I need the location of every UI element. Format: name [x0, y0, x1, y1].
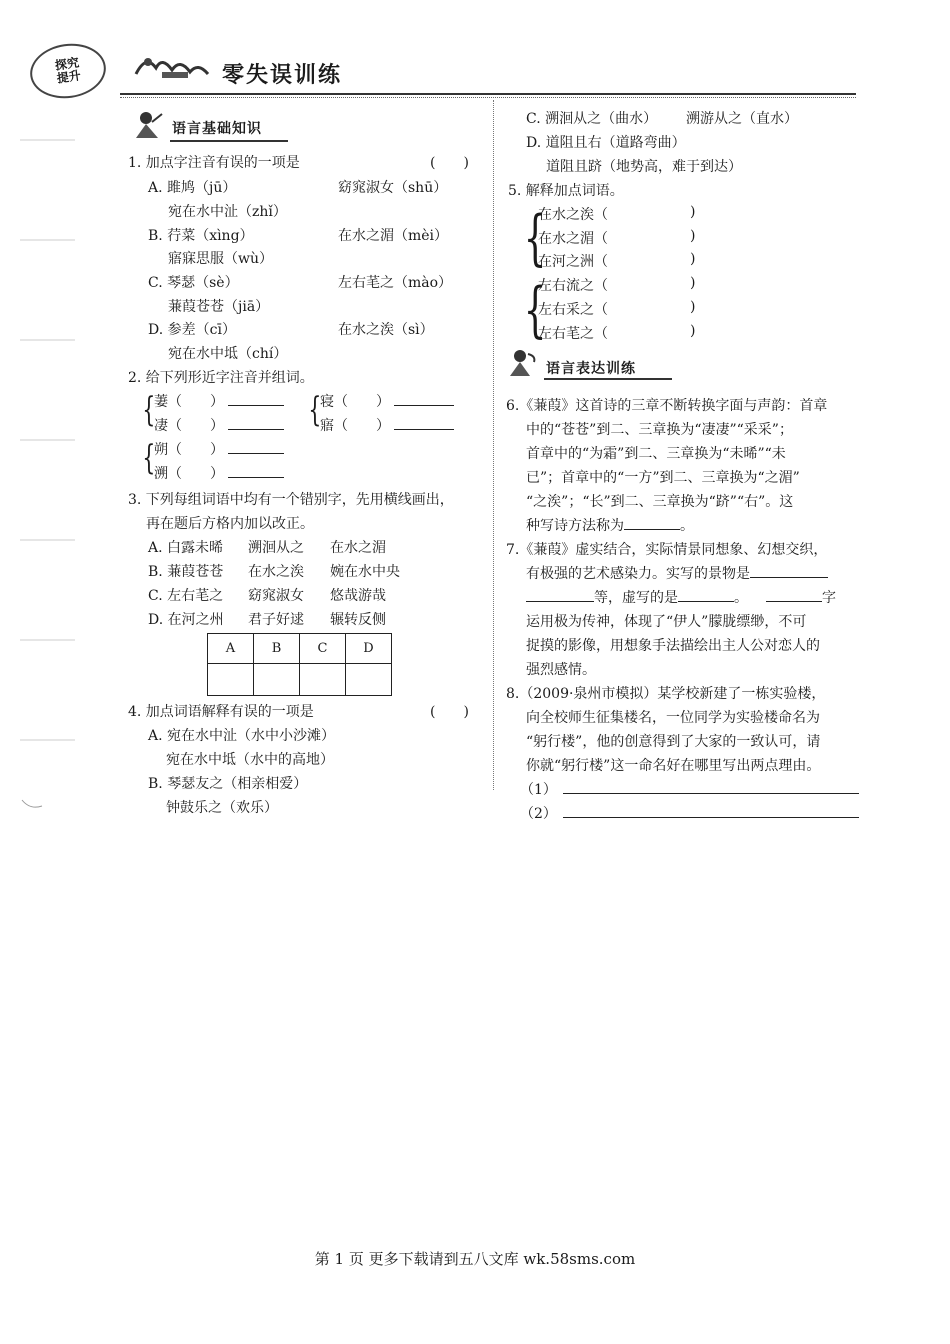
q2-row1-right: 寝（ ）	[320, 391, 454, 411]
grid-answer-cell[interactable]	[300, 664, 346, 696]
q3-stem-line1: 3. 下列每组词语中均有一个错别字，先用横线画出，	[128, 492, 454, 508]
q5-item: 在水之涘（	[538, 207, 608, 223]
margin-decoration	[20, 110, 90, 810]
q5-close: )	[690, 204, 696, 220]
brace: {	[523, 203, 547, 273]
q8-line1: 8.（2009·泉州市模拟）某学校新建了一栋实验楼，	[506, 686, 826, 702]
q1-option-d1: D. 参差（cī）	[148, 322, 236, 338]
answer-line[interactable]	[563, 805, 859, 818]
q4-option-d2: 道阻且跻（地势高，难于到达）	[546, 159, 742, 175]
q4-option-a2: 宛在水中坻（水中的高地）	[166, 752, 334, 768]
q4-option-a1: A. 宛在水中沚（水中小沙滩）	[148, 728, 336, 744]
q3-option-d-1: D. 在河之州	[148, 612, 224, 628]
q2-row2-right: 寤（ ）	[320, 415, 454, 435]
q1-option-c3: 蒹葭苍苍（jiā）	[168, 299, 270, 315]
q3-option-a-3: 在水之湄	[330, 540, 386, 556]
brace: {	[308, 390, 322, 430]
q8-line2: 向全校师生征集楼名，一位同学为实验楼命名为	[526, 710, 820, 726]
section-underline	[170, 140, 288, 142]
answer-blank[interactable]	[526, 589, 594, 602]
answer-blank[interactable]	[394, 417, 454, 430]
q4-stem: 4. 加点词语解释有误的一项是	[128, 704, 314, 720]
q5-item: 在河之洲（	[538, 254, 608, 270]
brace: {	[142, 438, 156, 478]
q8-line3: “躬行楼”，他的创意得到了大家的一致认可，请	[526, 734, 821, 750]
q5-item: 左右采之（	[538, 302, 608, 318]
q1-option-c2: 左右芼之（mào）	[338, 275, 453, 291]
header-rule	[120, 93, 856, 95]
q3-option-b-3: 婉在水中央	[330, 564, 400, 580]
q6-line3: 首章中的“为霜”到二、三章换为“未晞”“未	[526, 446, 786, 462]
answer-blank[interactable]	[228, 441, 284, 454]
q1-answer-paren[interactable]: ( )	[430, 155, 469, 171]
q7-line4: 运用极为传神，体现了“伊人”朦胧缥缈，不可	[526, 614, 807, 630]
q8-line4: 你就“躬行楼”这一命名好在哪里写出两点理由。	[526, 758, 821, 774]
q3-stem-line2: 再在题后方格内加以改正。	[146, 516, 314, 532]
q2-row1-left: 萋（ ）	[154, 391, 284, 411]
writing-figure-icon	[130, 110, 164, 140]
speaking-figure-icon	[506, 348, 540, 378]
q1-option-d3: 宛在水中坻（chí）	[168, 346, 288, 362]
q3-option-c-2: 窈窕淑女	[248, 588, 304, 604]
q4-option-d1: D. 道阻且右（道路弯曲）	[526, 135, 686, 151]
header-rule-dotted	[120, 97, 856, 98]
q7-line3: 等，虚写的是 。 字	[526, 587, 836, 607]
q3-option-c-3: 悠哉游哉	[330, 588, 386, 604]
q6-line2: 中的“苍苍”到二、三章换为“凄凄”“采采”；	[526, 422, 793, 438]
q4-option-b2: 钟鼓乐之（欢乐）	[166, 800, 278, 816]
q8-answer-2: （2）	[520, 803, 859, 823]
q2-stem: 2. 给下列形近字注音并组词。	[128, 370, 314, 386]
q5-close: )	[690, 299, 696, 315]
grid-answer-cell[interactable]	[254, 664, 300, 696]
grid-header: D	[346, 634, 392, 664]
answer-blank[interactable]	[228, 465, 284, 478]
q6-line6: 种写诗方法称为 。	[526, 518, 694, 534]
q5-close: )	[690, 228, 696, 244]
q5-stem: 5. 解释加点词语。	[508, 183, 624, 199]
q5-item: 在水之湄（	[538, 231, 608, 247]
q4-option-c1: C. 溯洄从之（曲水）	[526, 111, 658, 127]
grid-answer-cell[interactable]	[346, 664, 392, 696]
correction-grid	[207, 633, 392, 696]
grid-header: A	[208, 634, 254, 664]
q5-item: 左右流之（	[538, 278, 608, 294]
q1-option-c1: C. 琴瑟（sè）	[148, 275, 239, 291]
brace: {	[523, 275, 547, 345]
grid-header: C	[300, 634, 346, 664]
q2-row3-left: 朔（ ）	[154, 439, 284, 459]
q3-option-c-1: C. 左右芼之	[148, 588, 224, 604]
q6-line1: 6.《蒹葭》这首诗的三章不断转换字面与声韵：首章	[506, 398, 828, 414]
q1-option-a2: 窈窕淑女（shū）	[338, 180, 448, 196]
q3-option-d-3: 辗转反侧	[330, 612, 386, 628]
q3-option-a-2: 溯洄从之	[248, 540, 304, 556]
q1-option-b3: 寤寐思服（wù）	[168, 251, 273, 267]
grid-header: B	[254, 634, 300, 664]
answer-blank[interactable]	[228, 417, 284, 430]
q1-option-a3: 宛在水中沚（zhǐ）	[168, 204, 287, 220]
brace: {	[142, 390, 156, 430]
answer-blank[interactable]	[624, 517, 680, 530]
q4-option-b1: B. 琴瑟友之（相亲相爱）	[148, 776, 308, 792]
q2-row2-left: 凄（ ）	[154, 415, 284, 435]
answer-blank[interactable]	[678, 589, 734, 602]
section-title-basic: 语言基础知识	[172, 121, 262, 137]
answer-blank[interactable]	[394, 393, 454, 406]
page-title: 零失误训练	[222, 63, 343, 88]
q8-answer-1: （1）	[520, 779, 859, 799]
q5-close: )	[690, 251, 696, 267]
decorative-logo-icon	[132, 48, 212, 84]
q7-line6: 强烈感情。	[526, 662, 596, 678]
q4-answer-paren[interactable]: ( )	[430, 704, 469, 720]
answer-blank[interactable]	[228, 393, 284, 406]
section-title-expression: 语言表达训练	[546, 361, 636, 377]
q7-line1: 7.《蒹葭》虚实结合，实际情景同想象、幻想交织，	[506, 542, 828, 558]
q2-row4-left: 溯（ ）	[154, 463, 284, 483]
section-badge: 探究提升	[27, 39, 110, 103]
q5-close: )	[690, 275, 696, 291]
q4-option-c2: 溯游从之（直水）	[686, 111, 798, 127]
answer-blank[interactable]	[750, 565, 828, 578]
q5-close: )	[690, 323, 696, 339]
column-divider	[493, 100, 494, 790]
q3-option-a-1: A. 白露未晞	[148, 540, 224, 556]
grid-answer-cell[interactable]	[208, 664, 254, 696]
q3-option-b-2: 在水之涘	[248, 564, 304, 580]
q1-stem: 1. 加点字注音有误的一项是	[128, 155, 300, 171]
q7-line2: 有极强的艺术感染力。实写的景物是	[526, 563, 828, 583]
q6-line4: 已”；首章中的“一方”到二、三章换为“之湄”	[526, 470, 800, 486]
q1-option-a1: A. 雎鸠（jū）	[148, 180, 237, 196]
q7-line5: 捉摸的影像，用想象手法描绘出主人公对恋人的	[526, 638, 820, 654]
q3-option-d-2: 君子好逑	[248, 612, 304, 628]
section-underline	[544, 378, 672, 380]
q1-option-b2: 在水之湄（mèi）	[338, 228, 449, 244]
answer-line[interactable]	[563, 781, 859, 794]
q5-item: 左右芼之（	[538, 326, 608, 342]
q3-option-b-1: B. 蒹葭苍苍	[148, 564, 224, 580]
q6-line5: “之涘”；“长”到二、三章换为“跻”“右”。这	[526, 494, 794, 510]
q1-option-d2: 在水之涘（sì）	[338, 322, 434, 338]
answer-blank[interactable]	[766, 589, 822, 602]
page-footer: 第 1 页 更多下载请到五八文库 wk.58sms.com	[314, 1250, 636, 1268]
q1-option-b1: B. 荇菜（xìng）	[148, 228, 254, 244]
